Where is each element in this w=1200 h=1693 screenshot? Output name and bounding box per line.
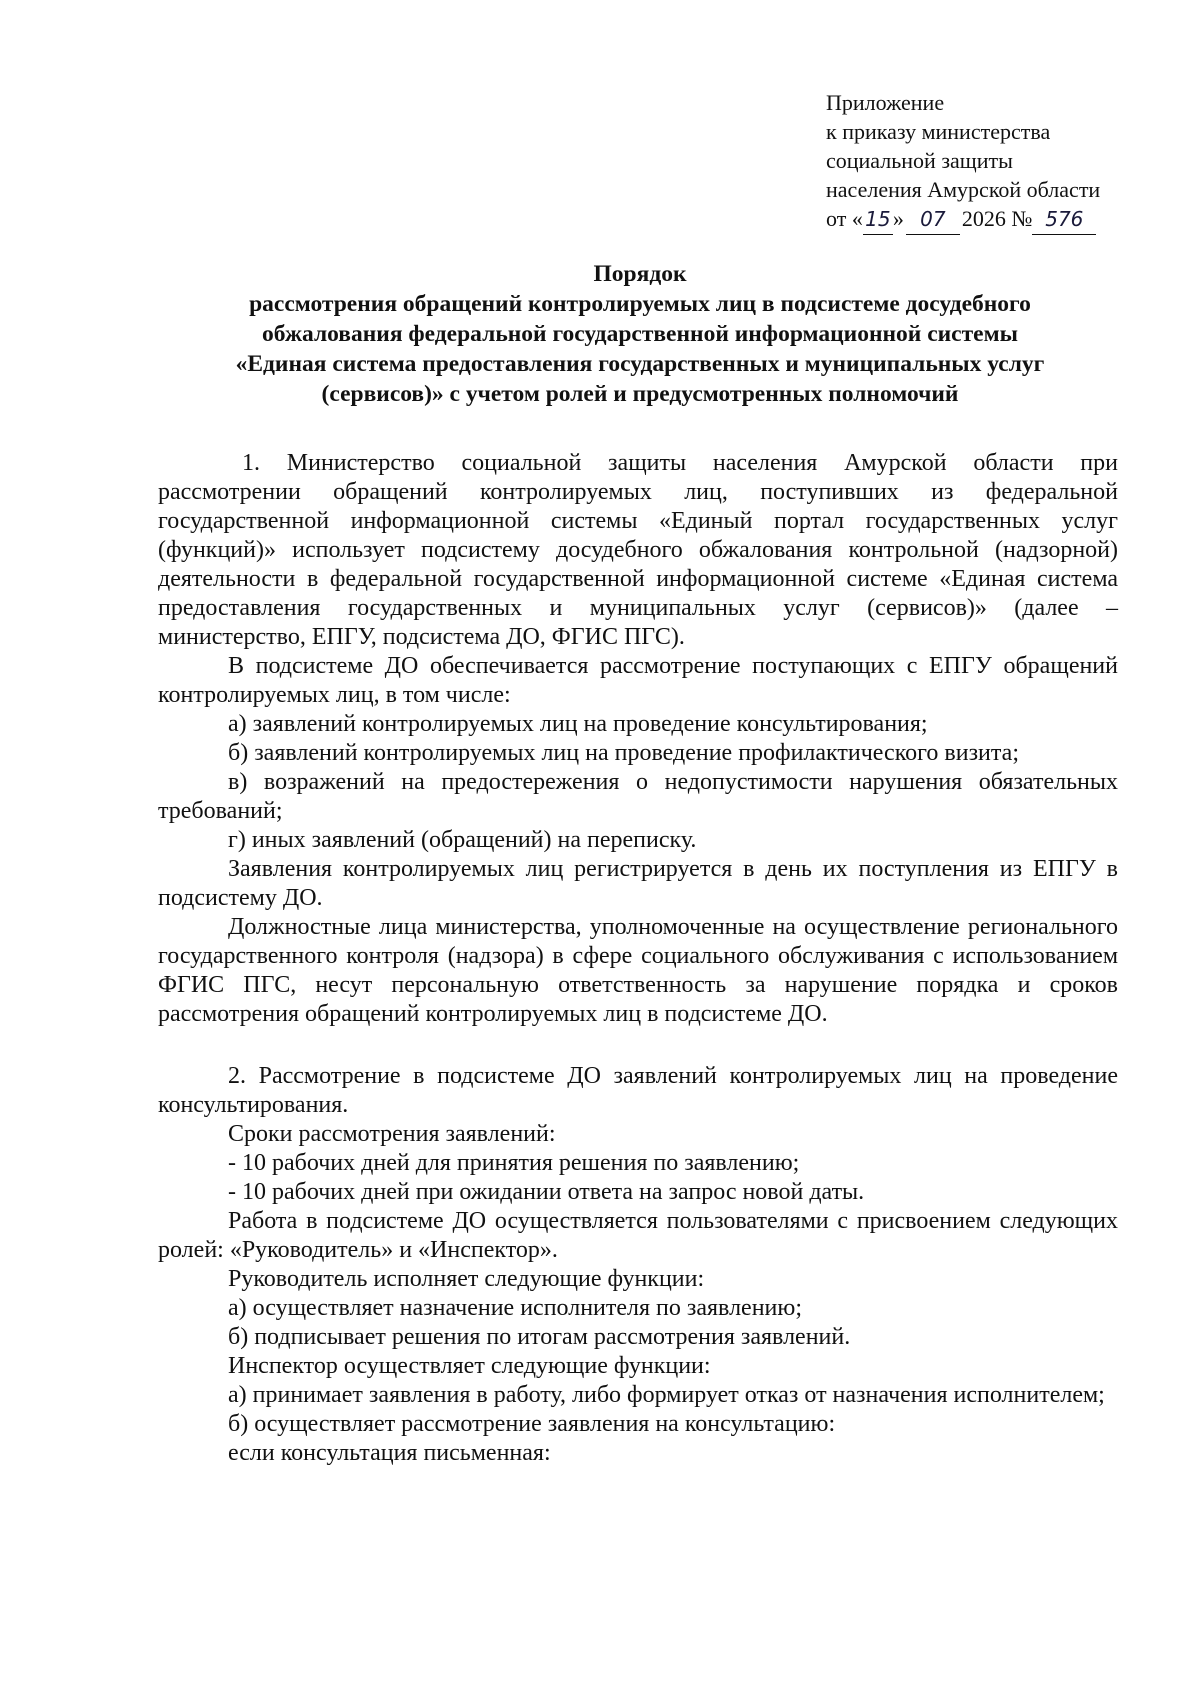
appendix-line: населения Амурской области [826,177,1101,202]
order-date-line [826,204,1166,235]
list-item: - 10 рабочих дней при ожидании ответа на запрос новой даты. [228,1179,865,1205]
title-line: обжалования федеральной государственной информационной системы [262,321,1018,347]
date-year: 2026 № [961,206,1033,231]
list-item: г) иных заявлений (обращений) на переписку. [228,827,697,853]
order-number: 576 [1032,205,1096,235]
title-line: (сервисов)» с учетом ролей и предусмотренных полномочий [321,381,959,407]
list-item: в) возражений на предостережения о недопустимости нарушения обязательных требований; [158,769,1118,824]
list-item: - 10 рабочих дней для принятия решения по заявлению; [228,1150,800,1176]
list-item: б) заявлений контролируемых лиц на проведение профилактического визита; [228,740,1019,766]
document-title [160,259,1120,409]
date-month: 07 [906,205,960,235]
section-heading: 2. Рассмотрение в подсистеме ДО заявлений контролируемых лиц на проведение консультирования. [158,1063,1118,1118]
paragraph: В подсистеме ДО обеспечивается рассмотрение поступающих с ЕПГУ обращений контролируемых лиц, в том числе: [158,653,1118,708]
list-item: б) подписывает решения по итогам рассмотрения заявлений. [228,1324,851,1350]
paragraph: Инспектор осуществляет следующие функции: [228,1353,711,1379]
date-day: 15 [863,205,893,235]
section-gap [158,1029,1118,1062]
paragraph: 1. Министерство социальной защиты населения Амурской области при рассмотрении обращений контролируемых лиц, поступивших из федеральной государственной информационной системы «Единый портал государственных услуг (функций)» использует подсистему досудебного обжалования контрольной (надзорной) деятельности в федеральной государственной информационной системе «Единая система предоставления государственных и муниципальных услуг (сервисов)» (далее – министерство, ЕПГУ, подсистема ДО, ФГИС ПГС). [158,450,1118,650]
list-item: а) осуществляет назначение исполнителя по заявлению; [228,1295,802,1321]
appendix-line: социальной защиты [826,148,1013,173]
title-line: «Единая система предоставления государственных и муниципальных услуг [235,351,1045,377]
list-item: б) осуществляет рассмотрение заявления на консультацию: [228,1411,836,1437]
paragraph: Сроки рассмотрения заявлений: [228,1121,556,1147]
title-heading: Порядок [593,261,687,287]
appendix-block [826,88,1166,235]
paragraph: Должностные лица министерства, уполномоченные на осуществление регионального государственного контроля (надзора) в сфере социального обслуживания с использованием ФГИС ПГС, несут персональную ответственность за нарушение порядка и сроков рассмотрения обращений контролируемых лиц в подсистеме ДО. [158,914,1118,1027]
date-prefix: от « [826,206,863,231]
appendix-line: Приложение [826,90,945,115]
appendix-line: к приказу министерства [826,119,1051,144]
title-line: рассмотрения обращений контролируемых лиц в подсистеме досудебного [249,291,1031,317]
list-item: а) принимает заявления в работу, либо формирует отказ от назначения исполнителем; [228,1382,1105,1408]
document-body [158,449,1118,1468]
paragraph: Заявления контролируемых лиц регистрируется в день их поступления из ЕПГУ в подсистему ДО. [158,856,1118,911]
date-separator: » [892,206,904,231]
paragraph: если консультация письменная: [228,1440,551,1466]
paragraph: Руководитель исполняет следующие функции: [228,1266,705,1292]
list-item: а) заявлений контролируемых лиц на проведение консультирования; [228,711,928,737]
paragraph: Работа в подсистеме ДО осуществляется пользователями с присвоением следующих ролей: «Руководитель» и «Инспектор». [158,1208,1118,1263]
